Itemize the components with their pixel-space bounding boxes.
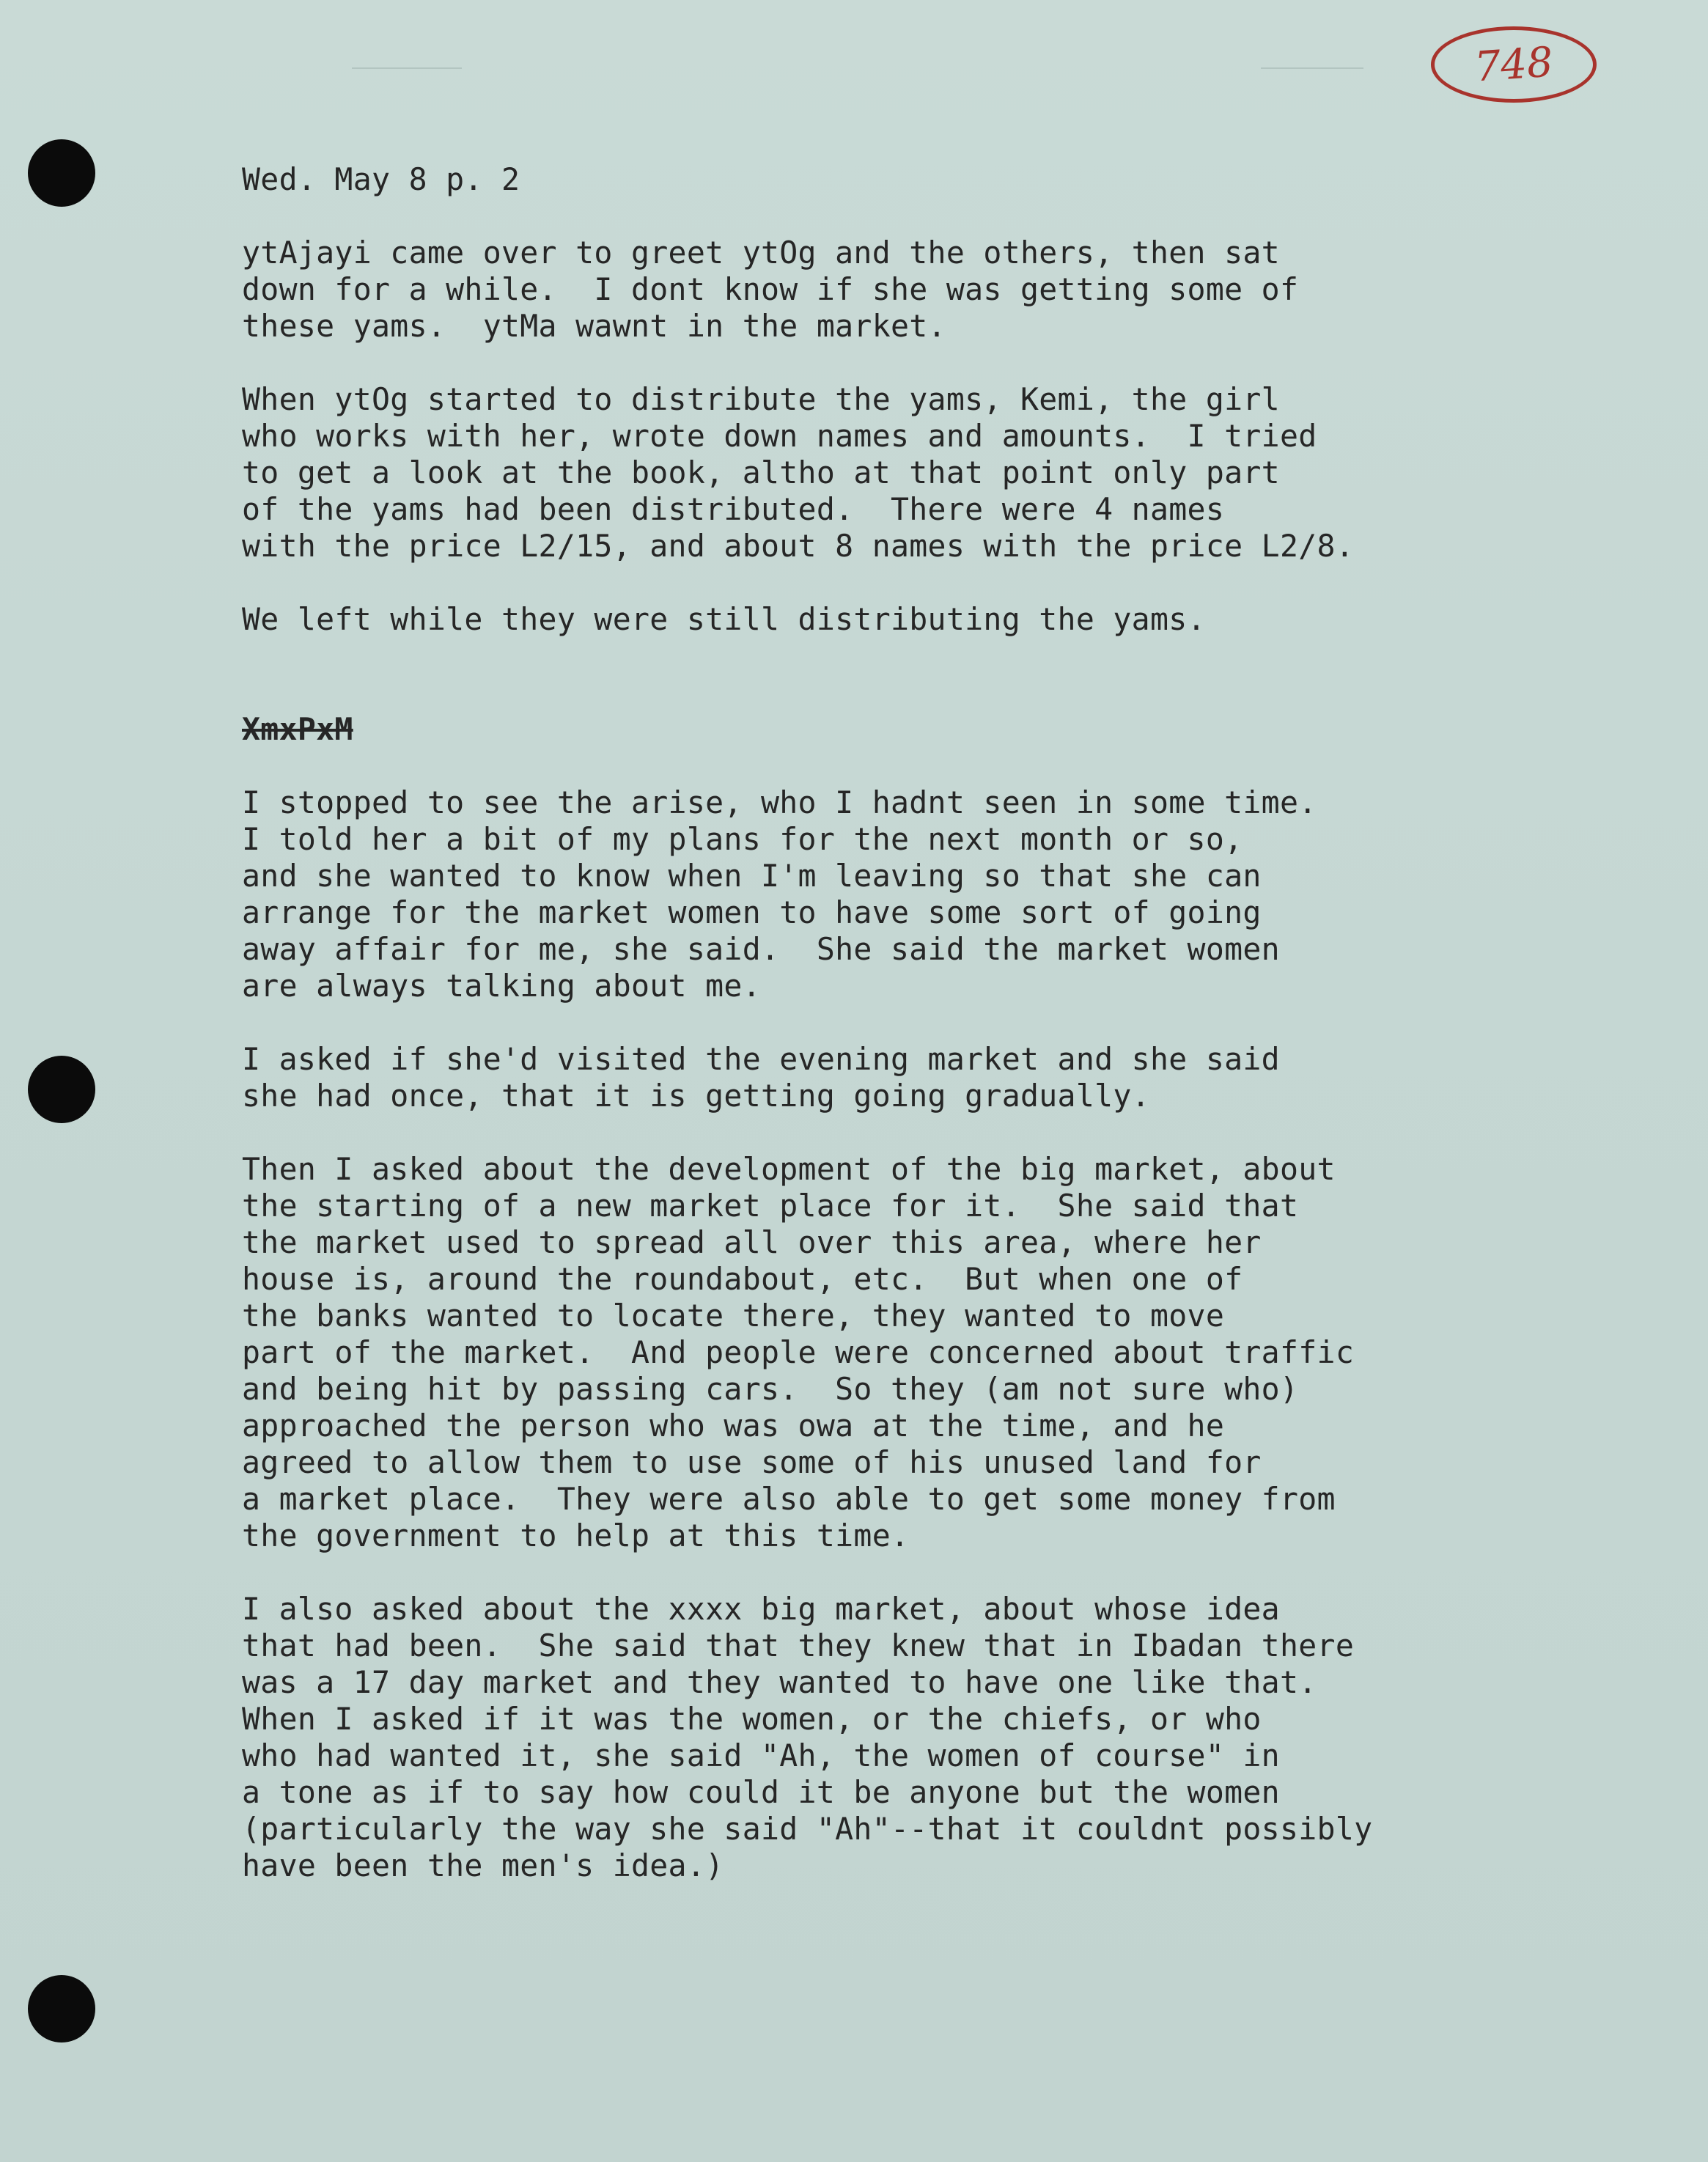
text-line: a market place. They were also able to get some money from — [242, 1481, 1336, 1517]
text-line: she had once, that it is getting going gradually. — [242, 1078, 1150, 1114]
text-line: agreed to allow them to use some of his unused land for — [242, 1444, 1262, 1480]
faint-rule-right — [1261, 67, 1363, 69]
struck-out-heading: XmxPxM — [242, 711, 353, 747]
text-line: When I asked if it was the women, or the chiefs, or who — [242, 1701, 1262, 1737]
text-line: these yams. ytMa wawnt in the market. — [242, 308, 946, 344]
text-line: with the price L2/15, and about 8 names with the price L2/8. — [242, 528, 1355, 564]
text-line: (particularly the way she said "Ah"--that it couldnt possibly — [242, 1811, 1373, 1847]
punch-hole-top — [28, 139, 95, 207]
paragraph-2 — [242, 381, 1635, 565]
faint-rule-left — [352, 67, 462, 69]
text-line: We left while they were still distributing the yams. — [242, 601, 1206, 637]
text-line: a tone as if to say how could it be anyone but the women — [242, 1774, 1280, 1810]
text-line: down for a while. I dont know if she was getting some of — [242, 271, 1299, 307]
paragraph-4 — [242, 784, 1635, 1004]
paragraph-3 — [242, 601, 1635, 638]
paragraph-1 — [242, 235, 1635, 345]
text-line: to get a look at the book, altho at that point only part — [242, 455, 1280, 490]
text-line: was a 17 day market and they wanted to have one like that. — [242, 1664, 1317, 1700]
text-line: ytAjayi came over to greet ytOg and the others, then sat — [242, 235, 1280, 271]
text-line: approached the person who was owa at the time, and he — [242, 1408, 1225, 1444]
text-line: and being hit by passing cars. So they (am not sure who) — [242, 1371, 1299, 1407]
paragraph-7 — [242, 1591, 1635, 1884]
text-line: who had wanted it, she said "Ah, the women of course" in — [242, 1738, 1280, 1773]
text-line: I asked if she'd visited the evening market and she said — [242, 1041, 1280, 1077]
text-line: house is, around the roundabout, etc. But when one of — [242, 1261, 1243, 1297]
text-line: have been the men's idea.) — [242, 1847, 724, 1883]
text-line: Then I asked about the development of the big market, about — [242, 1151, 1336, 1187]
text-line: When ytOg started to distribute the yams, Kemi, the girl — [242, 381, 1280, 417]
text-line: away affair for me, she said. She said the market women — [242, 931, 1280, 967]
text-line: I told her a bit of my plans for the next month or so, — [242, 821, 1243, 857]
page-heading: Wed. May 8 p. 2 — [242, 161, 520, 197]
text-line: the banks wanted to locate there, they wanted to move — [242, 1298, 1225, 1334]
text-line: are always talking about me. — [242, 968, 761, 1004]
text-line: the starting of a new market place for it. She said that — [242, 1188, 1299, 1224]
text-line: of the yams had been distributed. There were 4 names — [242, 491, 1225, 527]
text-line: the market used to spread all over this area, where her — [242, 1224, 1262, 1260]
text-line: and she wanted to know when I'm leaving so that she can — [242, 858, 1262, 894]
text-line: the government to help at this time. — [242, 1518, 910, 1554]
text-line: who works with her, wrote down names and amounts. I tried — [242, 418, 1317, 454]
paragraph-6 — [242, 1151, 1635, 1554]
typed-text-body — [242, 161, 1635, 1921]
punch-hole-middle — [28, 1056, 95, 1123]
punch-hole-bottom — [28, 1975, 95, 2042]
page-number: 748 — [1473, 37, 1555, 92]
text-line: I also asked about the xxxx big market, about whose idea — [242, 1591, 1280, 1627]
text-line: part of the market. And people were concerned about traffic — [242, 1334, 1355, 1370]
text-line: that had been. She said that they knew that in Ibadan there — [242, 1628, 1355, 1663]
paragraph-5 — [242, 1041, 1635, 1114]
page-number-stamp — [1431, 26, 1597, 103]
text-line: I stopped to see the arise, who I hadnt seen in some time. — [242, 784, 1317, 820]
text-line: arrange for the market women to have some sort of going — [242, 894, 1262, 930]
